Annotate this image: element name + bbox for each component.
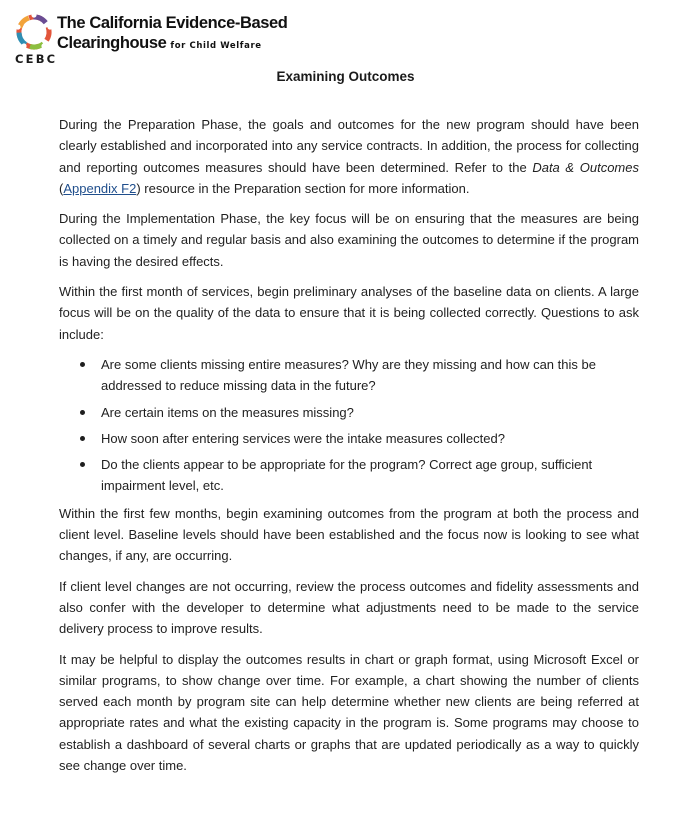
list-item xyxy=(59,354,639,397)
bullet-icon xyxy=(80,362,85,367)
cebc-logo-icon xyxy=(14,12,54,52)
list-item xyxy=(59,402,639,423)
paren-open: ( xyxy=(59,180,64,196)
list-item xyxy=(59,428,639,449)
paragraph-first-few-months: Within the first few months, begin examining outcomes from the program at both the process and client level. Baseline levels should have been established and the focus now is looking to see what changes, if any, are occurring. xyxy=(59,505,639,564)
list-item-text: Are some clients missing entire measures? Why are they missing and how can this be addressed to reduce missing data in the future? xyxy=(101,356,596,394)
paragraph-text: During the Preparation Phase, the goals and outcomes for the new program should have been clearly established and incorporated into any service contracts. In addition, the process for collecting and reporting outcomes measures should have been determined. Refer to the xyxy=(59,117,639,175)
list-item xyxy=(59,454,639,497)
org-name-line1: The California Evidence-Based xyxy=(57,14,288,32)
appendix-f2-link[interactable]: Appendix F2 xyxy=(63,180,137,196)
paragraph-client-level-changes: If client level changes are not occurring, review the process outcomes and fidelity assessments and also confer with the developer to determine what adjustments need to be made to the service delivery process to improve results. xyxy=(59,578,639,637)
paragraph-implementation: During the Implementation Phase, the key focus will be on ensuring that the measures are being collected on a timely and regular basis and also examining the outcomes to determine if the program is having the desired effects. xyxy=(59,211,639,269)
org-name-clearinghouse: Clearinghouse xyxy=(57,34,167,52)
page-title: Examining Outcomes xyxy=(276,69,415,84)
bullet-icon xyxy=(80,410,85,415)
org-name-line2 xyxy=(57,34,262,53)
paragraph-preparation xyxy=(59,114,639,199)
list-item-text: How soon after entering services were the intake measures collected? xyxy=(101,430,505,446)
org-name-subtitle: for Child Welfare xyxy=(170,41,262,51)
list-item-text: Are certain items on the measures missing? xyxy=(101,404,354,420)
bullet-icon xyxy=(80,436,85,441)
list-item-text: Do the clients appear to be appropriate for the program? Correct age group, sufficient impairment level, etc. xyxy=(101,457,593,494)
org-abbreviation: CEBC xyxy=(15,52,58,66)
questions-list xyxy=(59,354,639,497)
paragraph-text: ) resource in the Preparation section for more information. xyxy=(136,180,470,196)
bullet-icon xyxy=(80,462,85,467)
paragraph-first-month: Within the first month of services, begin preliminary analyses of the baseline data on clients. A large focus will be on the quality of the data to ensure that it is being collected correctly. Questions to ask include: xyxy=(59,284,639,342)
document-body xyxy=(59,114,639,785)
page-header xyxy=(14,12,314,68)
paragraph-display-results: It may be helpful to display the outcomes results in chart or graph format, using Microsoft Excel or similar programs, to show change over time. For example, a chart showing the number of clients served each month by program site can help determine whether new clients are being referred at appropriate rates and what the existing capacity in the program is. Some programs may choose to establish a dashboard of several charts or graphs that are updated periodically as a way to quickly see change over time. xyxy=(59,651,639,774)
resource-name: Data & Outcomes xyxy=(532,159,639,175)
